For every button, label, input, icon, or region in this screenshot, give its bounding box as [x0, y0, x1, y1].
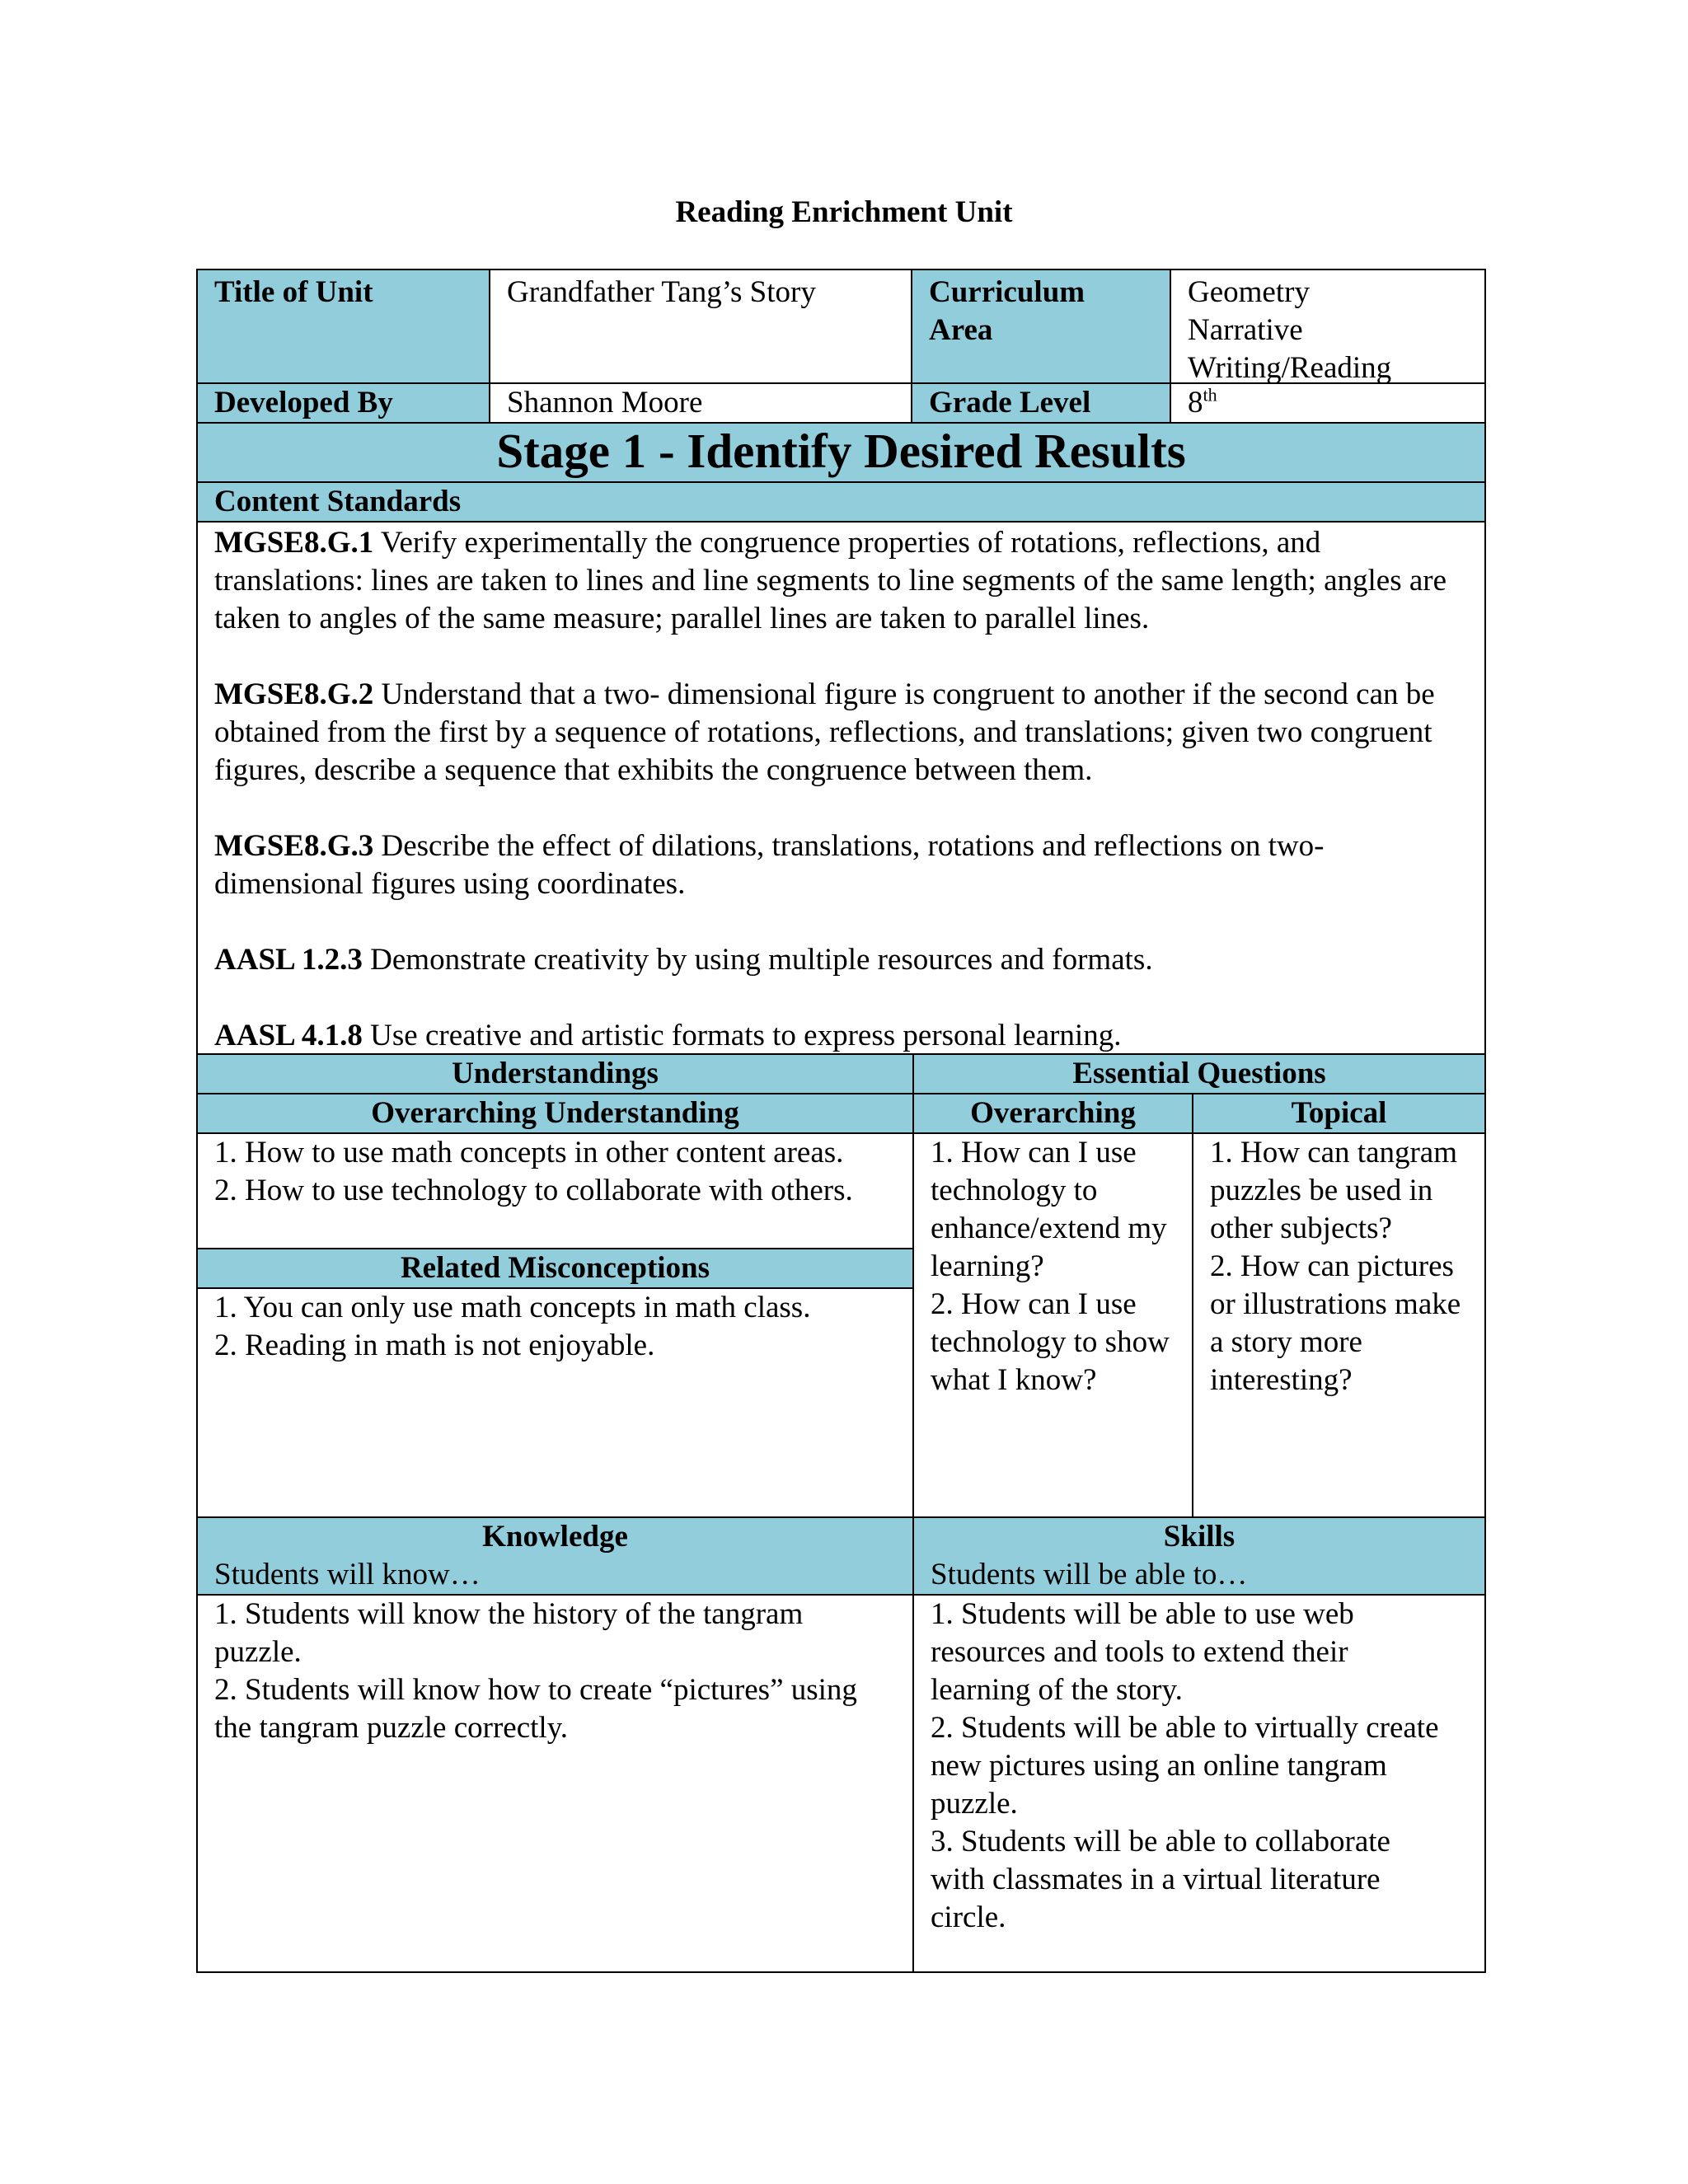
grade-level-label: Grade Level [911, 382, 1171, 424]
grade-level-value [1170, 382, 1486, 424]
title-of-unit-label: Title of Unit [196, 269, 490, 384]
skills-subtitle: Students will be able to… [931, 1558, 1248, 1591]
standard-text: Demonstrate creativity by using multiple resources and formats. [362, 943, 1153, 977]
list-item: 1. How can I use technology to enhance/extend my learning? [931, 1136, 1167, 1283]
standard-code: MGSE8.G.1 [214, 526, 374, 560]
topical-questions-header: Topical [1192, 1093, 1486, 1134]
topical-questions-list [1192, 1132, 1486, 1518]
developed-by-label: Developed By [196, 382, 490, 424]
overarching-understanding-list [196, 1132, 914, 1249]
knowledge-list [196, 1594, 914, 1973]
skills-header [912, 1516, 1486, 1596]
standard-text: Verify experimentally the congruence properties of rotations, reflections, and translations: lines are taken to lines and line segments to line segments of the same length; angles are taken to angles of the same measure; parallel lines are taken to parallel lines. [214, 526, 1447, 635]
curriculum-area-line-1: Geometry [1188, 275, 1310, 309]
curriculum-area-line-2: Narrative [1188, 313, 1303, 347]
related-misconceptions-header: Related Misconceptions [196, 1248, 914, 1289]
list-item: 2. Reading in math is not enjoyable. [214, 1329, 655, 1362]
list-item: 1. How can tangram puzzles be used in other subjects? [1210, 1136, 1458, 1245]
standard-item [214, 676, 1468, 790]
grade-number: 8 [1188, 386, 1203, 419]
list-item: 2. How to use technology to collaborate with others. [214, 1174, 853, 1207]
essential-questions-header: Essential Questions [912, 1053, 1486, 1094]
list-item: 1. Students will know the history of the tangram puzzle. [214, 1597, 804, 1669]
list-item: 1. Students will be able to use web resources and tools to extend their learning of the story. [931, 1597, 1354, 1707]
standard-item [214, 1017, 1468, 1055]
understandings-header: Understandings [196, 1053, 914, 1094]
standard-code: AASL 1.2.3 [214, 943, 363, 977]
developed-by-value: Shannon Moore [489, 382, 912, 424]
list-item: 2. How can I use technology to show what I know? [931, 1287, 1170, 1397]
title-of-unit-value: Grandfather Tang’s Story [489, 269, 912, 384]
list-item: 1. How to use math concepts in other content areas. [214, 1136, 844, 1169]
stage-title: Stage 1 - Identify Desired Results [196, 422, 1486, 483]
standard-text: Describe the effect of dilations, translations, rotations and reflections on two-dimensional figures using coordinates. [214, 829, 1325, 901]
standard-code: AASL 4.1.8 [214, 1019, 363, 1052]
overarching-questions-header: Overarching [912, 1093, 1193, 1134]
knowledge-subtitle: Students will know… [214, 1558, 481, 1591]
curriculum-area-value [1170, 269, 1486, 384]
curriculum-area-label: Curriculum Area [911, 269, 1171, 384]
grade-suffix: th [1203, 384, 1217, 405]
list-item: 2. Students will know how to create “pictures” using the tangram puzzle correctly. [214, 1673, 857, 1745]
knowledge-title: Knowledge [482, 1520, 628, 1554]
overarching-questions-list [912, 1132, 1193, 1518]
skills-list [912, 1594, 1486, 1973]
list-item: 2. Students will be able to virtually create new pictures using an online tangram puzzle. [931, 1711, 1439, 1821]
content-standards-body [196, 521, 1486, 1055]
knowledge-header [196, 1516, 914, 1596]
standard-item [214, 941, 1468, 979]
standard-text: Understand that a two- dimensional figure is congruent to another if the second can be obtained from the first by a sequence of rotations, reflections, and translations; given two congruent figures, describe a sequence that exhibits the congruence between them. [214, 677, 1435, 787]
list-item: 3. Students will be able to collaborate with classmates in a virtual literature circle. [931, 1825, 1390, 1934]
list-item: 2. How can pictures or illustrations make a story more interesting? [1210, 1249, 1461, 1397]
standard-code: MGSE8.G.3 [214, 829, 374, 863]
standard-item [214, 827, 1468, 903]
content-standards-label: Content Standards [196, 481, 1486, 523]
skills-title: Skills [1163, 1520, 1236, 1554]
document-title: Reading Enrichment Unit [675, 195, 1013, 229]
standard-code: MGSE8.G.2 [214, 677, 374, 711]
misconceptions-list [196, 1287, 914, 1518]
overarching-understanding-header: Overarching Understanding [196, 1093, 914, 1134]
standard-item [214, 524, 1468, 638]
list-item: 1. You can only use math concepts in math class. [214, 1291, 811, 1324]
curriculum-area-line-3: Writing/Reading [1188, 351, 1392, 385]
standard-text: Use creative and artistic formats to express personal learning. [362, 1019, 1122, 1052]
